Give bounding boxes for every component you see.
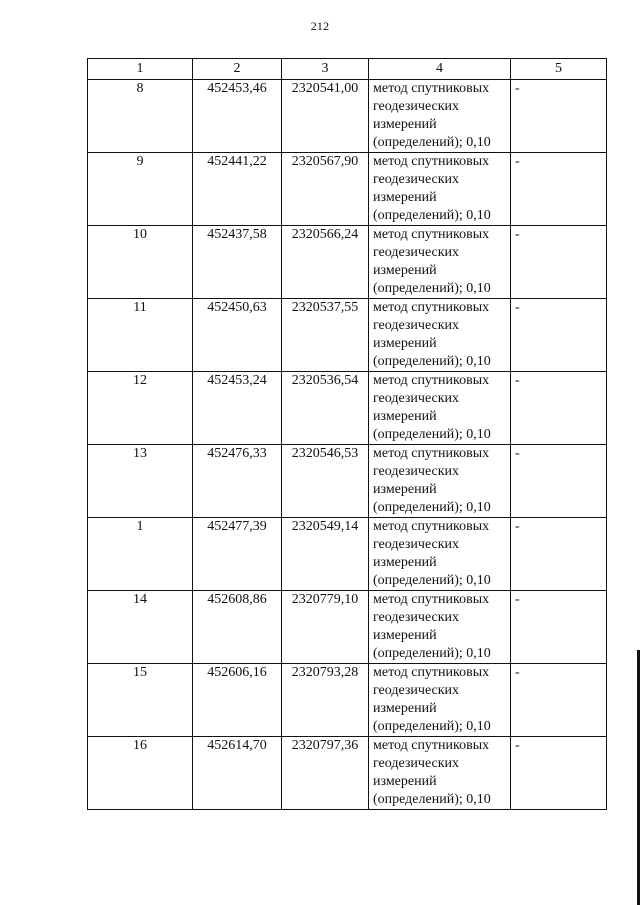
x-coordinate-cell: 452450,63 (193, 299, 282, 372)
point-number-cell: 14 (88, 591, 193, 664)
table-row (88, 226, 607, 299)
header-cell-5: 5 (511, 59, 607, 80)
y-coordinate-cell: 2320566,24 (282, 226, 369, 299)
x-coordinate-cell: 452606,16 (193, 664, 282, 737)
table-header (88, 59, 607, 80)
method-accuracy-cell: метод спутниковых геодезических измерений (определений); 0,10 (369, 591, 511, 664)
table-body (88, 80, 607, 810)
x-coordinate-cell: 452453,24 (193, 372, 282, 445)
note-cell: - (511, 591, 607, 664)
note-cell: - (511, 299, 607, 372)
x-coordinate-cell: 452477,39 (193, 518, 282, 591)
point-number-cell: 12 (88, 372, 193, 445)
point-number-cell: 16 (88, 737, 193, 810)
table-row (88, 591, 607, 664)
y-coordinate-cell: 2320549,14 (282, 518, 369, 591)
table-row (88, 664, 607, 737)
table-row (88, 445, 607, 518)
y-coordinate-cell: 2320541,00 (282, 80, 369, 153)
note-cell: - (511, 80, 607, 153)
point-number-cell: 13 (88, 445, 193, 518)
note-cell: - (511, 737, 607, 810)
y-coordinate-cell: 2320779,10 (282, 591, 369, 664)
method-accuracy-cell: метод спутниковых геодезических измерений (определений); 0,10 (369, 664, 511, 737)
note-cell: - (511, 445, 607, 518)
point-number-cell: 15 (88, 664, 193, 737)
y-coordinate-cell: 2320546,53 (282, 445, 369, 518)
method-accuracy-cell: метод спутниковых геодезических измерений (определений); 0,10 (369, 299, 511, 372)
point-number-cell: 9 (88, 153, 193, 226)
note-cell: - (511, 664, 607, 737)
method-accuracy-cell: метод спутниковых геодезических измерений (определений); 0,10 (369, 153, 511, 226)
y-coordinate-cell: 2320793,28 (282, 664, 369, 737)
point-number-cell: 11 (88, 299, 193, 372)
header-cell-2: 2 (193, 59, 282, 80)
x-coordinate-cell: 452437,58 (193, 226, 282, 299)
table-row (88, 80, 607, 153)
coordinates-table (87, 58, 607, 810)
header-cell-3: 3 (282, 59, 369, 80)
note-cell: - (511, 226, 607, 299)
method-accuracy-cell: метод спутниковых геодезических измерений (определений); 0,10 (369, 226, 511, 299)
note-cell: - (511, 518, 607, 591)
y-coordinate-cell: 2320536,54 (282, 372, 369, 445)
method-accuracy-cell: метод спутниковых геодезических измерений (определений); 0,10 (369, 445, 511, 518)
point-number-cell: 1 (88, 518, 193, 591)
x-coordinate-cell: 452608,86 (193, 591, 282, 664)
header-cell-1: 1 (88, 59, 193, 80)
note-cell: - (511, 153, 607, 226)
point-number-cell: 10 (88, 226, 193, 299)
y-coordinate-cell: 2320537,55 (282, 299, 369, 372)
point-number-cell: 8 (88, 80, 193, 153)
method-accuracy-cell: метод спутниковых геодезических измерений (определений); 0,10 (369, 518, 511, 591)
x-coordinate-cell: 452441,22 (193, 153, 282, 226)
x-coordinate-cell: 452476,33 (193, 445, 282, 518)
note-cell: - (511, 372, 607, 445)
method-accuracy-cell: метод спутниковых геодезических измерений (определений); 0,10 (369, 372, 511, 445)
x-coordinate-cell: 452453,46 (193, 80, 282, 153)
y-coordinate-cell: 2320567,90 (282, 153, 369, 226)
header-cell-4: 4 (369, 59, 511, 80)
table-row (88, 153, 607, 226)
header-row (88, 59, 607, 80)
page-number: 212 (310, 19, 330, 33)
table-row (88, 518, 607, 591)
y-coordinate-cell: 2320797,36 (282, 737, 369, 810)
table-row (88, 372, 607, 445)
method-accuracy-cell: метод спутниковых геодезических измерений (определений); 0,10 (369, 737, 511, 810)
x-coordinate-cell: 452614,70 (193, 737, 282, 810)
method-accuracy-cell: метод спутниковых геодезических измерений (определений); 0,10 (369, 80, 511, 153)
table-row (88, 299, 607, 372)
table-row (88, 737, 607, 810)
